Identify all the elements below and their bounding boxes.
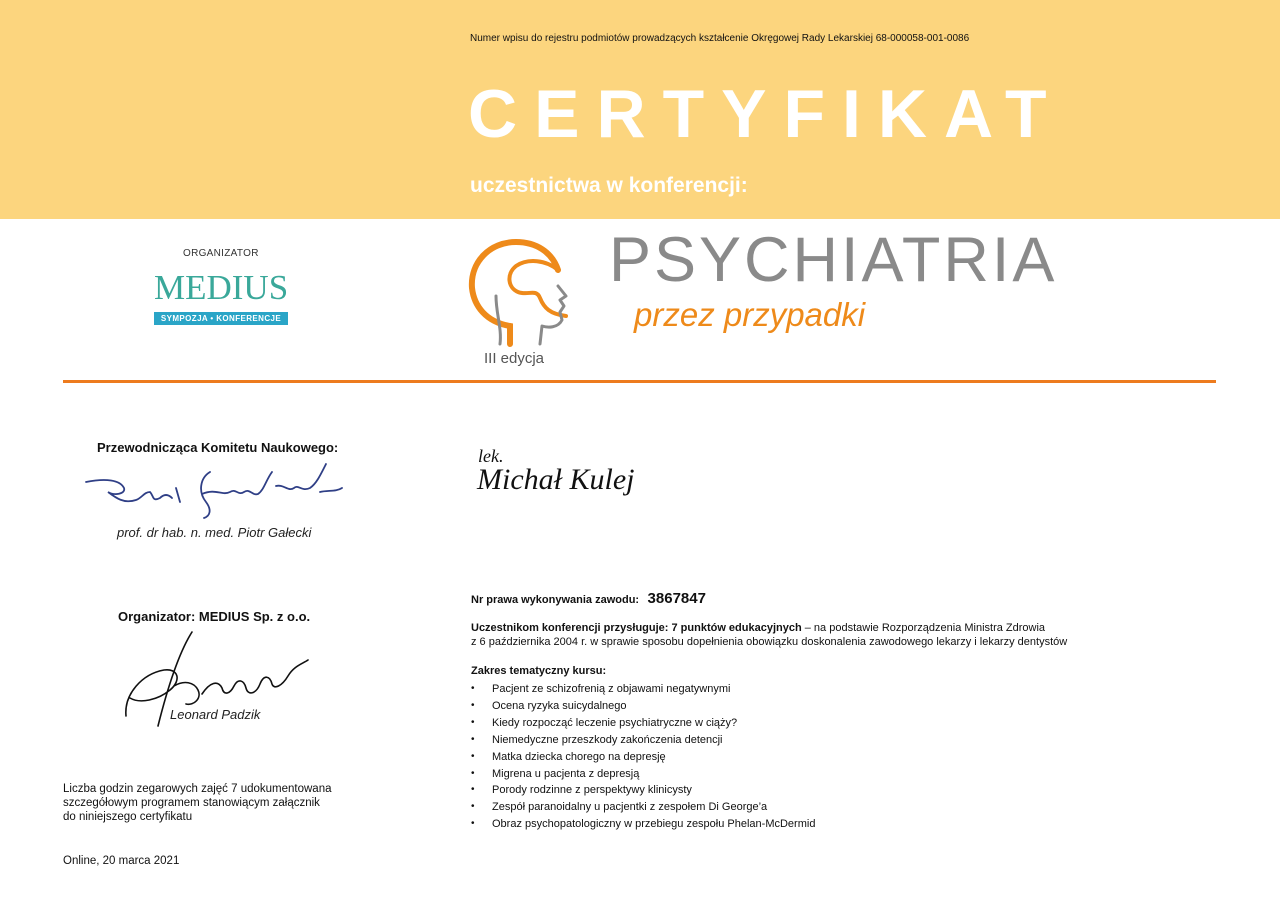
header-banner <box>0 0 1280 219</box>
topic-item: • Zespół paranoidalny u pacjentki z zespołem Di George’a <box>471 799 815 816</box>
scope-label: Zakres tematyczny kursu: <box>471 665 607 677</box>
chair-label: Przewodnicząca Komitetu Naukowego: <box>97 440 339 455</box>
hours-note-line: szczegółowym programem stanowiącym załącznik <box>63 797 320 809</box>
medius-brand: MEDIUS <box>154 268 289 307</box>
organizer-caption: ORGANIZATOR <box>183 248 259 259</box>
chair-signature <box>80 458 345 520</box>
points-rest: – na podstawie Rozporządzenia Ministra Zdrowia <box>801 622 1046 634</box>
hours-note-line: do niniejszego certyfikatu <box>63 811 193 823</box>
section-divider <box>63 380 1216 383</box>
topic-item: • Obraz psychopatologiczny w przebiegu zespołu Phelan-McDermid <box>471 816 815 833</box>
points-lead: Uczestnikom konferencji przysługuje: 7 punktów edukacyjnych <box>471 622 802 634</box>
registry-note: Numer wpisu do rejestru podmiotów prowadzących kształcenie Okręgowej Rady Lekarskiej 68-000058-001-0086 <box>470 33 970 44</box>
topic-item: • Pacjent ze schizofrenią z objawami negatywnymi <box>471 681 815 698</box>
hours-note-line: Liczba godzin zegarowych zajęć 7 udokumentowana <box>63 783 332 795</box>
license-number: 3867847 <box>647 590 706 607</box>
certificate-title: CERTYFIKAT <box>468 76 1064 152</box>
topic-list <box>471 681 815 833</box>
points-statement <box>471 621 1067 649</box>
chair-name: prof. dr hab. n. med. Piotr Gałecki <box>117 525 312 540</box>
license-label: Nr prawa wykonywania zawodu: <box>471 594 640 606</box>
conference-edition: III edycja <box>484 350 545 367</box>
topic-item: • Migrena u pacjenta z depresją <box>471 766 815 783</box>
license-row <box>471 590 706 608</box>
organizer-name: Leonard Padzik <box>170 707 261 722</box>
medius-tagline: SYMPOZJA • KONFERENCJE <box>154 312 288 325</box>
conference-title: PSYCHIATRIA <box>609 225 1058 295</box>
head-profile-icon <box>466 236 576 348</box>
organizer-label: Organizator: MEDIUS Sp. z o.o. <box>118 609 311 624</box>
topic-item: • Matka dziecka chorego na depresję <box>471 749 815 766</box>
points-line2: z 6 października 2004 r. w sprawie sposobu dopełnienia obowiązku doskonalenia zawodowego lekarzy i lekarzy dentystów <box>471 636 1068 648</box>
certificate-subtitle: uczestnictwa w konferencji: <box>470 174 748 197</box>
recipient-name: Michał Kulej <box>477 463 635 496</box>
hours-note <box>63 782 332 824</box>
conference-subtitle: przez przypadki <box>634 296 866 333</box>
medius-logo <box>154 270 288 326</box>
topic-item: • Kiedy rozpocząć leczenie psychiatryczne w ciąży? <box>471 715 815 732</box>
topic-item: • Niemedyczne przeszkody zakończenia detencji <box>471 732 815 749</box>
recipient-prefix: lek. <box>478 446 504 466</box>
topic-item: • Porody rodzinne z perspektywy klinicysty <box>471 782 815 799</box>
topic-item: • Ocena ryzyka suicydalnego <box>471 698 815 715</box>
place-date: Online, 20 marca 2021 <box>63 855 180 867</box>
